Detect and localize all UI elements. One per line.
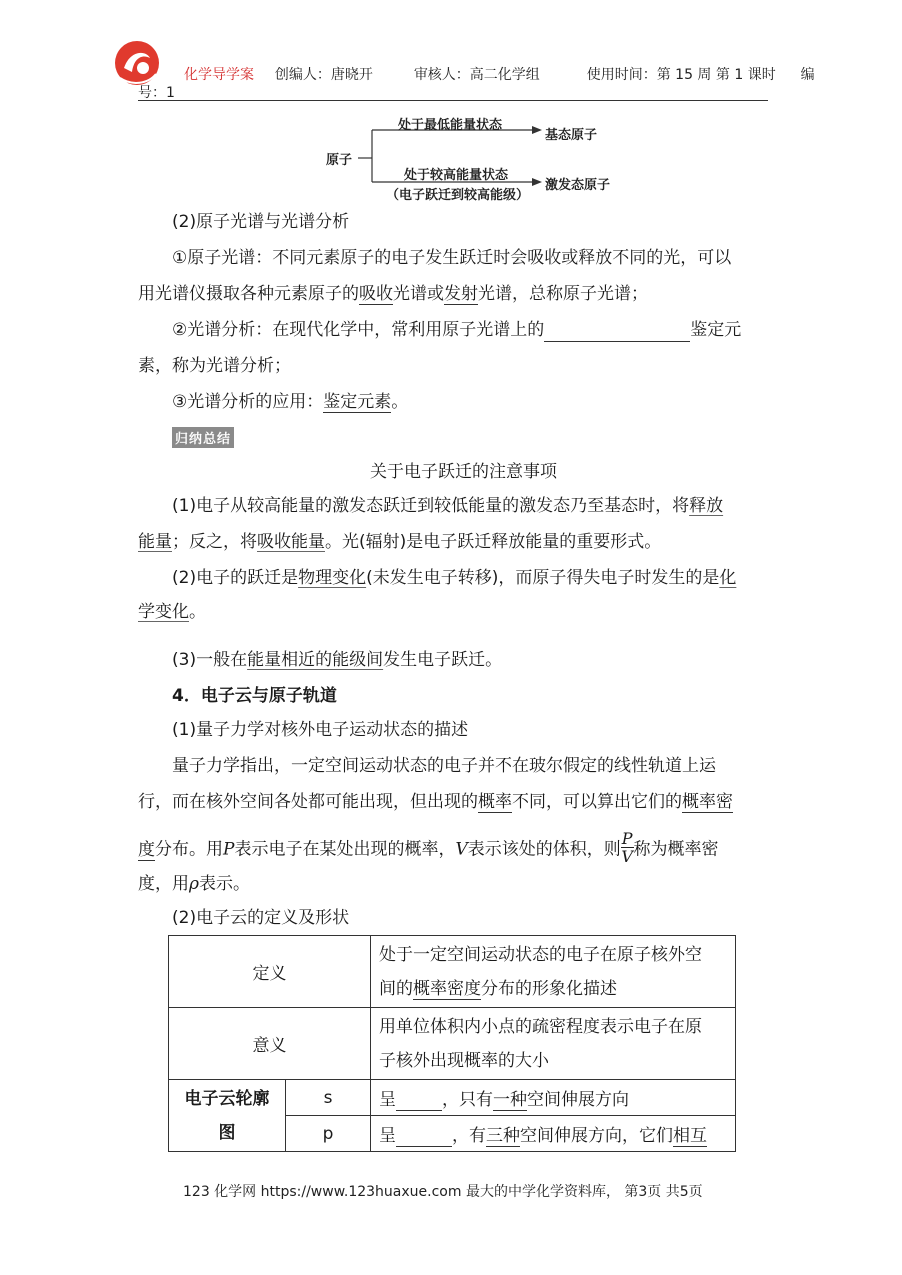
- summary-title: 关于电子跃迁的注意事项: [370, 462, 557, 482]
- text-run: (1)电子从较高能量的激发态跃迁到较低能量的激发态乃至基态时，将: [172, 496, 690, 516]
- symbol-p: P: [223, 839, 235, 860]
- text-run: ③光谱分析的应用：: [172, 392, 324, 412]
- text-line: [379, 972, 727, 1006]
- text-run: ，只有: [442, 1089, 493, 1110]
- text-run: 分布。用: [155, 839, 223, 860]
- answer-absorb-energy: 吸收能量: [257, 532, 325, 552]
- header-number: 编: [800, 67, 815, 83]
- subheading-quantum-description: (1)量子力学对核外电子运动状态的描述: [172, 720, 469, 740]
- answer-identify-element: 鉴定元素: [323, 392, 392, 412]
- fill-blank[interactable]: [396, 1092, 442, 1111]
- paragraph-quantum-cont-1: [138, 790, 733, 814]
- text-run: 光谱，总称原子光谱；: [478, 284, 648, 304]
- header-schedule: 使用时间：第 15 周 第 1 课时: [586, 67, 776, 83]
- fraction-p-over-v: [621, 830, 634, 865]
- answer-energy: 能量: [138, 532, 172, 552]
- header-number-cont: 号：1: [138, 85, 175, 101]
- text-line: 电子云轮廓: [184, 1088, 270, 1109]
- answer-absorb: 吸收: [359, 284, 393, 304]
- fraction-numerator: P: [621, 829, 633, 848]
- text-run: 行，而在核外空间各处都可能出现，但出现的: [138, 792, 478, 812]
- text-run: 空间伸展方向: [527, 1089, 629, 1110]
- section-heading-electron-cloud: 4．电子云与原子轨道: [172, 686, 337, 706]
- text-run: 表示电子在某处出现的概率，: [234, 839, 456, 860]
- table-cell-p-label: p: [286, 1116, 371, 1152]
- text-run: 。光(辐射)是电子跃迁释放能量的重要形式。: [325, 532, 662, 552]
- paragraph-quantum-cont-2: [138, 829, 719, 867]
- table-cell-s-label: s: [286, 1080, 371, 1116]
- answer-chemical-change-cont: 学变化: [138, 602, 189, 622]
- summary-badge: 归纳总结: [172, 427, 234, 448]
- text-run: 鉴定元: [690, 320, 742, 340]
- text-line: 用单位体积内小点的疏密程度表示电子在原: [379, 1016, 702, 1037]
- text-run: (2)电子的跃迁是: [172, 568, 299, 588]
- answer-physical-change: 物理变化: [298, 568, 367, 588]
- logo-icon: [112, 38, 162, 88]
- text-line: 子核外出现概率的大小: [379, 1050, 549, 1071]
- text-run: ，有: [452, 1125, 486, 1146]
- diagram-lower-condition: 处于较高能量状态: [404, 168, 509, 183]
- answer-probability-density-cont: 度: [138, 839, 155, 860]
- answer-emit: 发射: [444, 284, 478, 304]
- answer-probability-density: 概率密度: [413, 978, 481, 999]
- answer-probability: 概率: [478, 792, 512, 812]
- summary-item-2-cont: [138, 600, 206, 624]
- table-cell-contour-label: [169, 1080, 286, 1152]
- table-cell-p-shape: [371, 1116, 736, 1152]
- electron-cloud-table: [168, 935, 736, 1152]
- text-line: 处于一定空间运动状态的电子在原子核外空: [379, 944, 702, 965]
- paragraph-atomic-spectrum: ①原子光谱：不同元素原子的电子发生跃迁时会吸收或释放不同的光，可以: [172, 248, 732, 268]
- header-reviewer: 审核人：高二化学组: [413, 67, 540, 83]
- text-run: (未发生电子转移)，而原子得失电子时发生的是: [366, 568, 720, 588]
- paragraph-quantum: 量子力学指出，一定空间运动状态的电子并不在玻尔假定的线性轨道上运: [172, 756, 716, 776]
- header-author: 创编人：唐晓开: [274, 67, 373, 83]
- answer-mutually: 相互: [673, 1125, 707, 1146]
- summary-item-3: [172, 648, 502, 672]
- answer-one: 一种: [493, 1089, 527, 1110]
- subheading-electron-cloud-definition: (2)电子云的定义及形状: [172, 908, 350, 928]
- page-header: [184, 64, 815, 84]
- text-run: 发生电子跃迁。: [383, 650, 503, 670]
- fill-blank[interactable]: [396, 1128, 452, 1147]
- text-run: 用光谱仪摄取各种元素原子的: [138, 284, 359, 304]
- text-run: ；反之，将: [172, 532, 257, 552]
- table-cell-definition: [371, 936, 736, 1008]
- text-run: (3)一般在: [172, 650, 248, 670]
- symbol-rho: ρ: [189, 874, 199, 894]
- answer-similar-energy-levels: 能量相近的能级间: [247, 650, 384, 670]
- text-run: 分布的形象化描述: [481, 978, 617, 999]
- text-run: 称为概率密: [633, 839, 719, 860]
- text-run: 。: [391, 392, 409, 412]
- table-cell-meaning-label: 意义: [169, 1008, 371, 1080]
- text-run: 表示该处的体积，则: [467, 839, 621, 860]
- fraction-denominator: V: [621, 847, 633, 866]
- answer-three: 三种: [486, 1125, 520, 1146]
- header-divider: [138, 100, 768, 101]
- table-cell-definition-label: 定义: [169, 936, 371, 1008]
- text-line: 图: [218, 1122, 236, 1143]
- text-run: 空间伸展方向，它们: [520, 1125, 673, 1146]
- text-run: 光谱或: [393, 284, 444, 304]
- table-row: [169, 1080, 736, 1116]
- text-run: 呈: [379, 1089, 396, 1110]
- text-run: 间的: [379, 978, 413, 999]
- text-run: 呈: [379, 1125, 396, 1146]
- text-run: 度，用: [138, 874, 189, 894]
- symbol-v: V: [455, 839, 468, 860]
- answer-probability-density: 概率密: [682, 792, 733, 812]
- table-cell-meaning: [371, 1008, 736, 1080]
- table-cell-s-shape: [371, 1080, 736, 1116]
- summary-item-1: [172, 494, 723, 518]
- answer-release: 释放: [689, 496, 724, 516]
- paragraph-spectral-analysis: [172, 318, 741, 342]
- text-run: ②光谱分析：在现代化学中，常利用原子光谱上的: [172, 320, 545, 340]
- diagram-lower-result: 激发态原子: [545, 178, 611, 193]
- table-row: [169, 1008, 736, 1080]
- fill-blank[interactable]: [544, 323, 690, 342]
- section-heading-spectrum: (2)原子光谱与光谱分析: [172, 212, 350, 232]
- diagram-upper-condition: 处于最低能量状态: [398, 118, 503, 133]
- answer-chemical-change: 化: [719, 568, 737, 588]
- text-run: 不同，可以算出它们的: [512, 792, 682, 812]
- diagram-upper-result: 基态原子: [545, 128, 598, 143]
- summary-item-1-cont: [138, 530, 661, 554]
- diagram-root: 原子: [326, 153, 353, 168]
- text-run: 表示。: [199, 874, 250, 894]
- page-footer: 123 化学网 https://www.123huaxue.com 最大的中学化学资料库， 第3页 共5页: [183, 1184, 703, 1200]
- table-row: [169, 936, 736, 1008]
- paragraph-quantum-cont-3: [138, 872, 250, 896]
- diagram-lower-note: （电子跃迁到较高能级）: [386, 188, 530, 203]
- header-brand: 化学导学案: [184, 67, 254, 83]
- paragraph-atomic-spectrum-cont: [138, 282, 648, 306]
- paragraph-spectral-application: [172, 390, 408, 414]
- summary-item-2: [172, 566, 736, 590]
- paragraph-spectral-analysis-cont: 素，称为光谱分析；: [138, 356, 291, 376]
- text-run: 。: [189, 602, 206, 622]
